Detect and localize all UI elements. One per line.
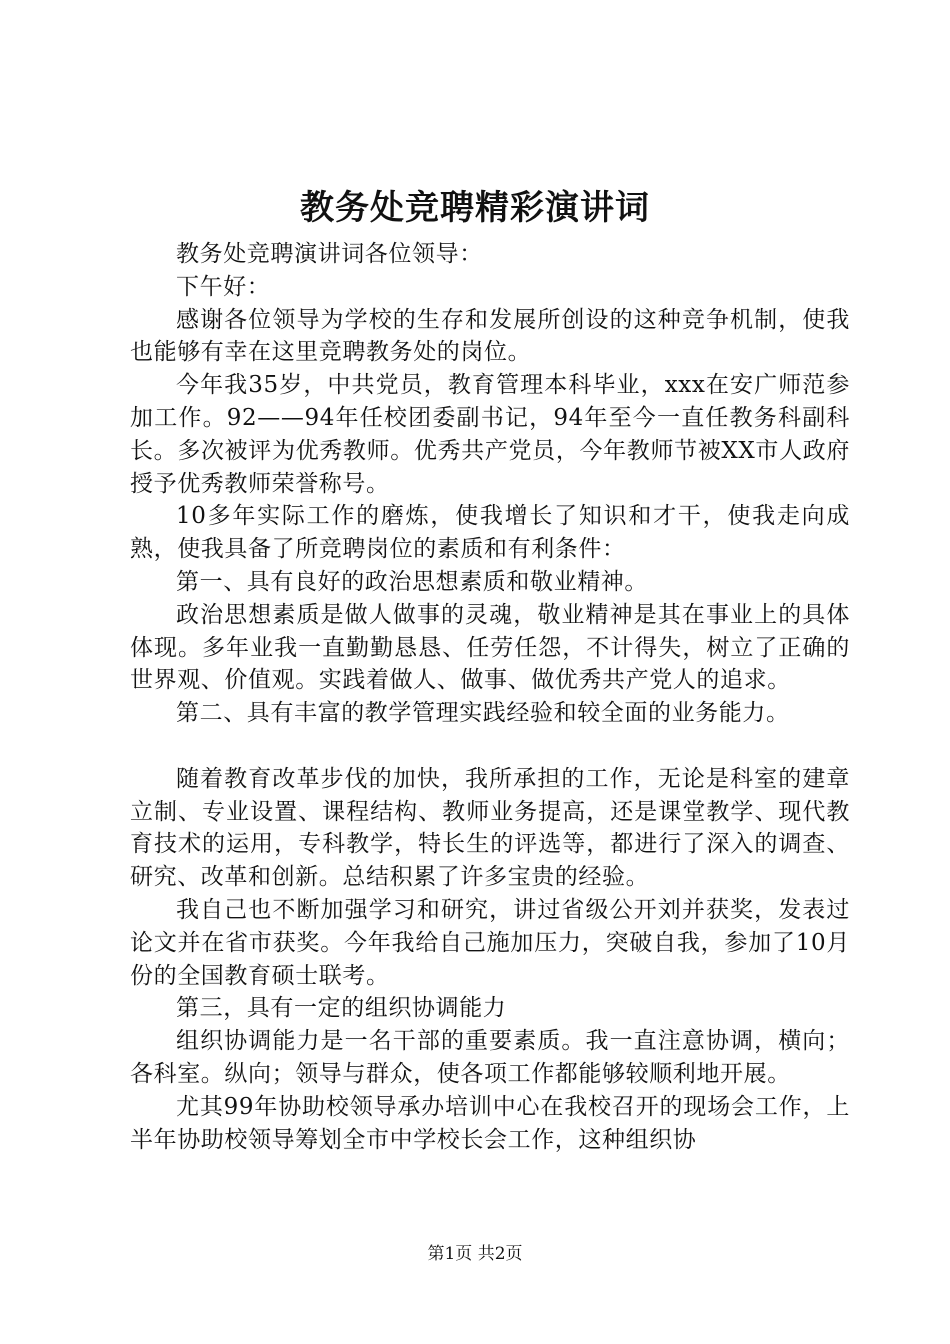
paragraph: 随着教育改革步伐的加快，我所承担的工作，无论是科室的建章立制、专业设置、课程结构、教师业务提高，还是课堂教学、现代教育技术的运用，专科教学，特长生的评选等，都进行了深入的调查、研究、改革和创新。总结积累了许多宝贵的经验。 — [130, 765, 850, 891]
paragraph-good-afternoon: 下午好： — [176, 273, 271, 300]
section-heading-second: 第二、具有丰富的教学管理实践经验和较全面的业务能力。 — [176, 700, 790, 727]
paragraph: 感谢各位领导为学校的生存和发展所创设的这种竞争机制，使我也能够有幸在这里竞聘教务处的岗位。 — [130, 306, 850, 366]
paragraph: 今年我35岁，中共党员，教育管理本科毕业，xxx在安广师范参加工作。92——94年任校团委副书记，94年至今一直任教务科副科长。多次被评为优秀教师。优秀共产党员，今年教师节被XX市人政府授予优秀教师荣誉称号。 — [130, 372, 850, 497]
document-body — [130, 238, 850, 1156]
paragraph: 尤其99年协助校领导承办培训中心在我校召开的现场会工作，上半年协助校领导筹划全市中学校长会工作，这种组织协 — [130, 1093, 850, 1153]
paragraph-greeting: 教务处竞聘演讲词各位领导： — [176, 241, 483, 267]
paragraph: 政治思想素质是做人做事的灵魂，敬业精神是其在事业上的具体体现。多年业我一直勤勤恳恳、任劳任怨，不计得失，树立了正确的世界观、价值观。实践着做人、做事、做优秀共产党人的追求。 — [130, 601, 850, 694]
page-footer: 第1页 共2页 — [427, 1244, 523, 1264]
paragraph: 10多年实际工作的磨炼，使我增长了知识和才干，使我走向成熟，使我具备了所竞聘岗位的素质和有利条件： — [130, 503, 850, 563]
section-heading-first: 第一、具有良好的政治思想素质和敬业精神。 — [176, 568, 648, 595]
paragraph: 我自己也不断加强学习和研究，讲过省级公开刘并获奖，发表过论文并在省市获奖。今年我给自己施加压力，突破自我，参加了10月份的全国教育硕士联考。 — [130, 896, 850, 989]
paragraph: 组织协调能力是一名干部的重要素质。我一直注意协调，横向；各科室。纵向；领导与群众，使各项工作都能够较顺利地开展。 — [130, 1028, 850, 1087]
document-title: 教务处竞聘精彩演讲词 — [300, 188, 650, 228]
section-heading-third: 第三，具有一定的组织协调能力 — [176, 995, 507, 1022]
